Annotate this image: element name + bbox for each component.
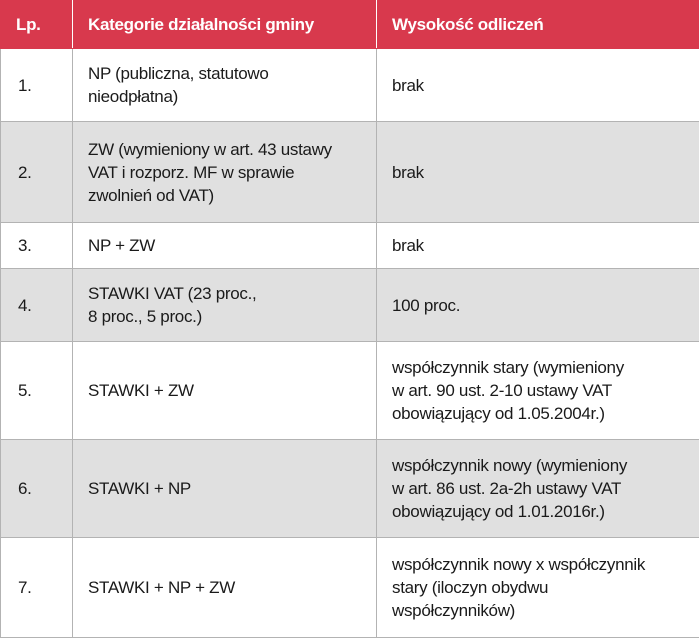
row-deduction: współczynnik stary (wymieniony w art. 90 ust. 2-10 ustawy VAT obowiązujący od 1.05.2004r.)	[377, 342, 699, 440]
row-number: 1.	[1, 49, 73, 122]
row-deduction: współczynnik nowy (wymieniony w art. 86 ust. 2a-2h ustawy VAT obowiązujący od 1.01.2016r.)	[377, 440, 699, 538]
table-body	[1, 49, 699, 638]
header-row	[1, 1, 699, 49]
row-category: NP + ZW	[73, 223, 377, 269]
row-category: ZW (wymieniony w art. 43 ustawy VAT i rozporz. MF w sprawie zwolnień od VAT)	[73, 122, 377, 223]
row-deduction: brak	[377, 49, 699, 122]
table-row	[1, 440, 699, 538]
table-row	[1, 223, 699, 269]
row-number: 2.	[1, 122, 73, 223]
row-deduction: brak	[377, 122, 699, 223]
table-row	[1, 122, 699, 223]
row-category: NP (publiczna, statutowo nieodpłatna)	[73, 49, 377, 122]
table-row	[1, 342, 699, 440]
table-row	[1, 538, 699, 638]
row-number: 6.	[1, 440, 73, 538]
table-row	[1, 49, 699, 122]
header-deduction: Wysokość odliczeń	[377, 1, 699, 49]
row-category: STAWKI VAT (23 proc., 8 proc., 5 proc.)	[73, 269, 377, 342]
table-header	[1, 1, 699, 49]
row-number: 5.	[1, 342, 73, 440]
table-row	[1, 269, 699, 342]
row-number: 4.	[1, 269, 73, 342]
header-lp: Lp.	[1, 1, 73, 49]
row-deduction: 100 proc.	[377, 269, 699, 342]
header-category: Kategorie działalności gminy	[73, 1, 377, 49]
row-category: STAWKI + ZW	[73, 342, 377, 440]
row-deduction: brak	[377, 223, 699, 269]
row-deduction: współczynnik nowy x współczynnik stary (iloczyn obydwu współczynników)	[377, 538, 699, 638]
row-number: 3.	[1, 223, 73, 269]
row-number: 7.	[1, 538, 73, 638]
row-category: STAWKI + NP + ZW	[73, 538, 377, 638]
row-category: STAWKI + NP	[73, 440, 377, 538]
